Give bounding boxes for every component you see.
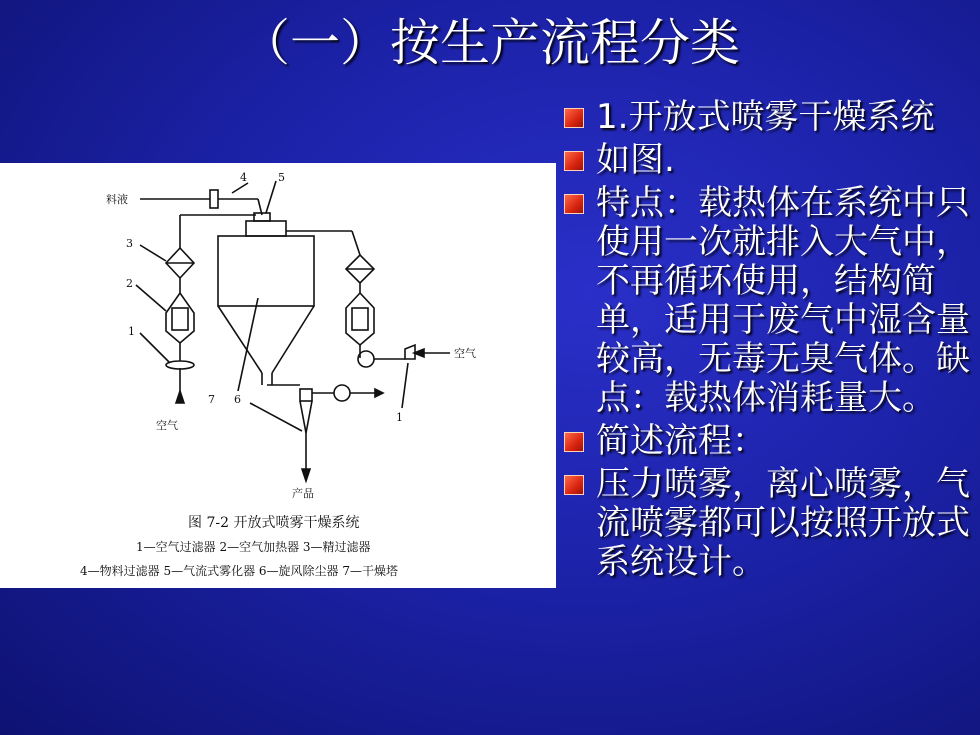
- figure-legend-1: 1—空气过滤器 2—空气加热器 3—精过滤器: [136, 540, 371, 554]
- figure-legend-2: 4—物料过滤器 5—气流式雾化器 6—旋风除尘器 7—干燥塔: [80, 564, 398, 578]
- material-filter-4: [210, 190, 218, 208]
- bullet-item: 1.开放式喷雾干燥系统: [560, 98, 975, 137]
- process-diagram: [0, 163, 556, 588]
- figure-caption: 图 7-2 开放式喷雾干燥系统: [188, 515, 360, 531]
- right-heater: [346, 293, 374, 345]
- num-7: 7: [208, 393, 215, 406]
- right-air-filter: [405, 345, 415, 359]
- label-air-right: 空气: [454, 347, 476, 360]
- bullet-square-icon: [564, 432, 584, 452]
- num-1b: 1: [396, 411, 403, 424]
- num-4: 4: [240, 171, 247, 184]
- blower-fan: [358, 351, 374, 367]
- left-air-arrow: [176, 391, 184, 403]
- bullet-item: 如图.: [560, 141, 975, 180]
- num-6: 6: [234, 393, 241, 406]
- air-heater-2: [166, 293, 194, 343]
- bullet-list: [560, 98, 975, 586]
- leader-7: [238, 298, 258, 391]
- cyclone-left: [300, 401, 306, 433]
- tower-cone-left: [218, 306, 262, 373]
- bullet-square-icon: [564, 475, 584, 495]
- leader-1b: [402, 363, 408, 408]
- tower-top: [246, 221, 286, 236]
- bullet-item: 特点：载热体在系统中只使用一次就排入大气中，不再循环使用，结构简单，适用于废气中湿含量较高，无毒无臭气体。缺点：载热体消耗量大。: [560, 184, 975, 418]
- label-product: 产品: [292, 487, 314, 500]
- right-pipe-down: [352, 231, 360, 255]
- bullet-square-icon: [564, 108, 584, 128]
- cyclone-inlet: [300, 389, 312, 401]
- leader-3: [140, 245, 166, 261]
- leader-5: [266, 181, 276, 213]
- product-arrow: [302, 469, 310, 481]
- num-2: 2: [126, 277, 133, 290]
- leader-2: [136, 285, 166, 311]
- slide-title: （一）按生产流程分类: [240, 14, 740, 72]
- bullet-item: 压力喷雾，离心喷雾，气流喷雾都可以按照开放式系统设计。: [560, 465, 975, 582]
- leader-1a: [140, 333, 170, 363]
- right-heater-coil: [352, 308, 368, 330]
- leader-6: [250, 403, 302, 431]
- num-5: 5: [278, 171, 285, 184]
- bullet-square-icon: [564, 151, 584, 171]
- exhaust-arrow: [375, 389, 383, 397]
- label-air-left: 空气: [156, 419, 178, 432]
- tower-cone-right: [272, 306, 314, 373]
- num-3: 3: [126, 237, 133, 250]
- bullet-square-icon: [564, 194, 584, 214]
- bullet-item: 简述流程：: [560, 422, 975, 461]
- exhaust-fan: [334, 385, 350, 401]
- cyclone-right: [306, 401, 312, 433]
- leader-4: [232, 183, 248, 193]
- spray-dryer-schematic: [0, 163, 556, 588]
- num-1a: 1: [128, 325, 135, 338]
- heater-coil: [172, 308, 188, 330]
- drying-tower-7: [218, 236, 314, 306]
- label-liquid: 料液: [106, 193, 128, 206]
